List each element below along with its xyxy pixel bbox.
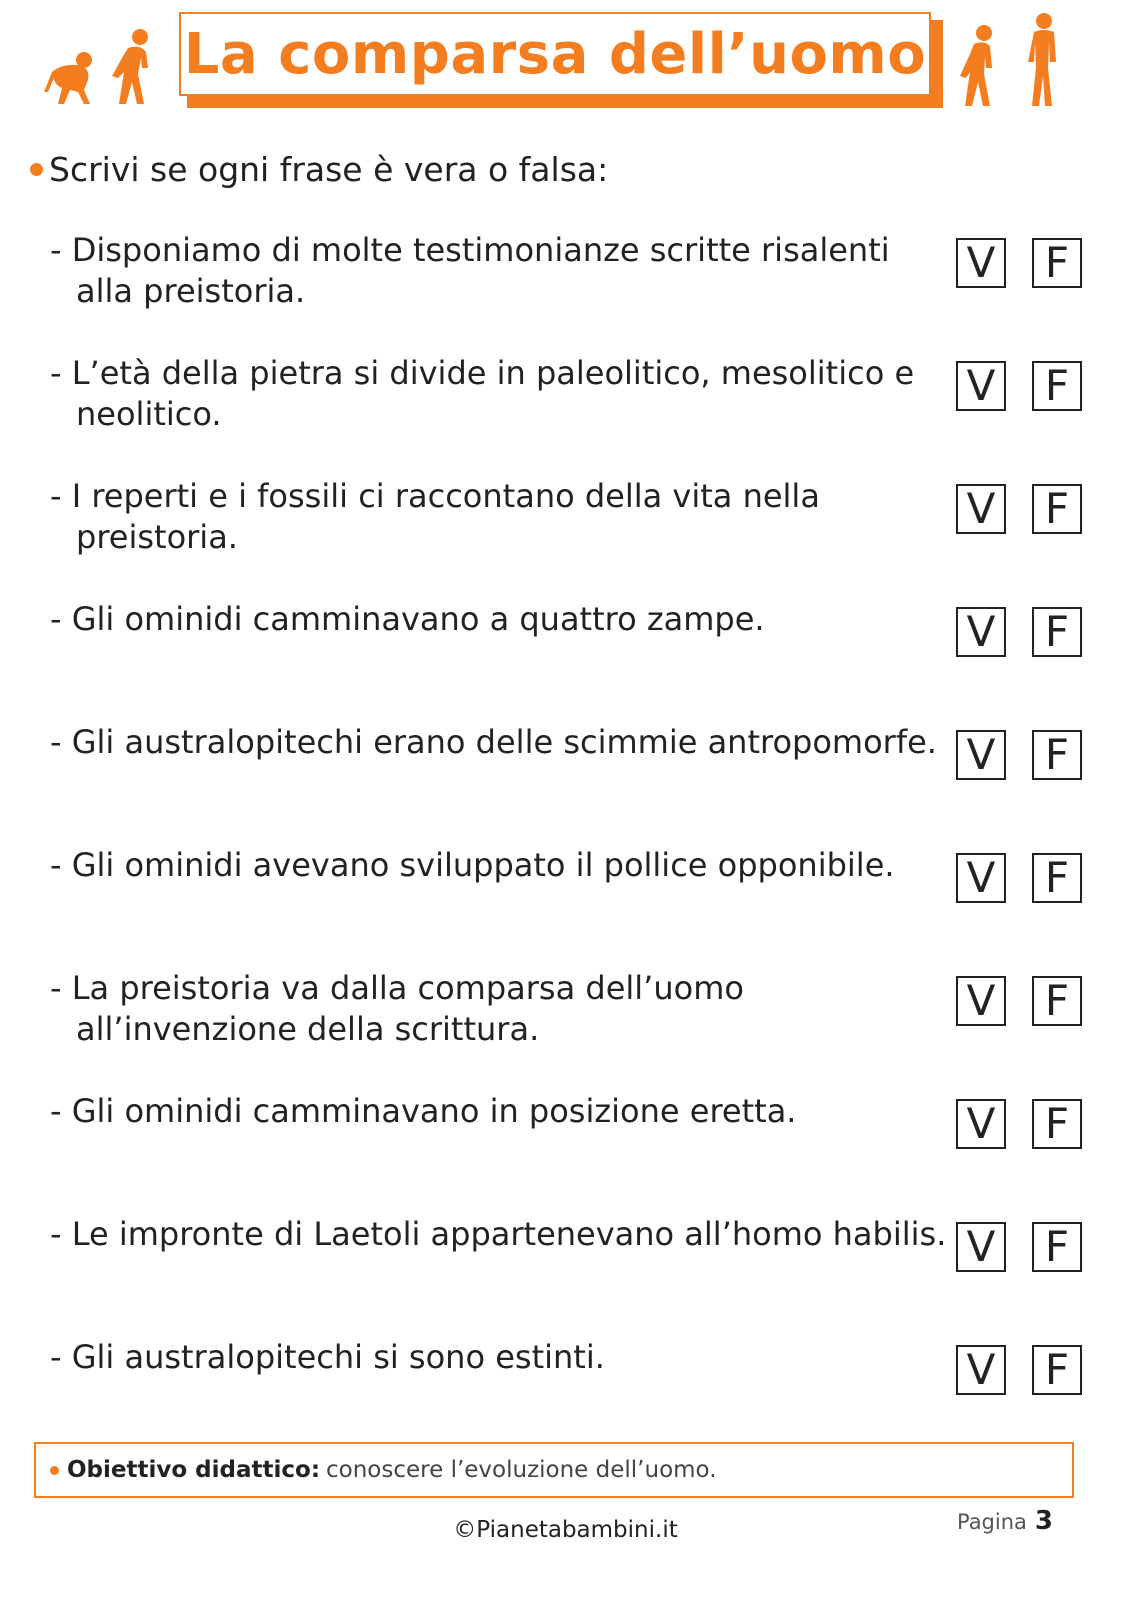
page-number: 3: [1034, 1506, 1053, 1536]
statement-text: - Gli ominidi avevano sviluppato il pollice opponibile.: [50, 846, 895, 884]
false-checkbox[interactable]: F: [1032, 484, 1082, 534]
statement-row: [50, 353, 1110, 443]
false-checkbox[interactable]: F: [1032, 853, 1082, 903]
statement-row: [50, 230, 1110, 320]
false-checkbox[interactable]: F: [1032, 730, 1082, 780]
statement-row: [50, 1214, 1110, 1304]
homo-sapiens-figure-icon: [1022, 12, 1068, 108]
objective-box: [34, 1442, 1074, 1498]
true-checkbox[interactable]: V: [956, 730, 1006, 780]
statement-text: - Gli ominidi camminavano in posizione eretta.: [50, 1092, 797, 1130]
false-checkbox[interactable]: F: [1032, 607, 1082, 657]
false-checkbox[interactable]: F: [1032, 1099, 1082, 1149]
statement-text: - Disponiamo di molte testimonianze scritte risalenti alla preistoria.: [50, 231, 890, 310]
statement-text: - Gli ominidi camminavano a quattro zampe.: [50, 600, 765, 638]
instruction: [30, 150, 608, 189]
true-checkbox[interactable]: V: [956, 484, 1006, 534]
page-number-block: [957, 1506, 1053, 1536]
early-human-figure-icon: [958, 24, 1004, 108]
true-checkbox[interactable]: V: [956, 1345, 1006, 1395]
false-checkbox[interactable]: F: [1032, 238, 1082, 288]
true-checkbox[interactable]: V: [956, 976, 1006, 1026]
statement-row: [50, 1337, 1110, 1427]
false-checkbox[interactable]: F: [1032, 1345, 1082, 1395]
true-checkbox[interactable]: V: [956, 853, 1006, 903]
statement-row: [50, 722, 1110, 812]
bullet-icon: [50, 1466, 59, 1475]
true-checkbox[interactable]: V: [956, 1222, 1006, 1272]
false-checkbox[interactable]: F: [1032, 976, 1082, 1026]
ape-figure-icon: [44, 50, 102, 106]
false-checkbox[interactable]: F: [1032, 361, 1082, 411]
page-label: Pagina: [956, 1510, 1027, 1534]
instruction-text: Scrivi se ogni frase è vera o falsa:: [49, 150, 609, 189]
true-checkbox[interactable]: V: [956, 1099, 1006, 1149]
statement-row: [50, 1091, 1110, 1181]
true-checkbox[interactable]: V: [956, 607, 1006, 657]
false-checkbox[interactable]: F: [1032, 1222, 1082, 1272]
title-box: [179, 12, 931, 96]
hominid-figure-icon: [108, 28, 158, 106]
statement-text: - Le impronte di Laetoli appartenevano all’homo habilis.: [50, 1215, 947, 1253]
objective-text: conoscere l’evoluzione dell’uomo.: [326, 1457, 717, 1483]
page-title: La comparsa dell’uomo: [183, 21, 927, 87]
objective-label: Obiettivo didattico:: [67, 1457, 321, 1483]
statement-text: - I reperti e i fossili ci raccontano della vita nella preistoria.: [50, 477, 820, 556]
statement-text: - Gli australopitechi si sono estinti.: [50, 1338, 605, 1376]
statement-text: - La preistoria va dalla comparsa dell’uomo all’invenzione della scrittura.: [50, 969, 744, 1048]
true-checkbox[interactable]: V: [956, 238, 1006, 288]
statement-text: - Gli australopitechi erano delle scimmie antropomorfe.: [50, 723, 937, 761]
true-checkbox[interactable]: V: [956, 361, 1006, 411]
statement-row: [50, 599, 1110, 689]
statement-row: [50, 845, 1110, 935]
bullet-icon: [30, 163, 43, 176]
statement-row: [50, 476, 1110, 566]
statement-row: [50, 968, 1110, 1058]
statement-text: - L’età della pietra si divide in paleolitico, mesolitico e neolitico.: [50, 354, 915, 433]
footer-brand: ©Pianetabambini.it: [453, 1517, 678, 1543]
